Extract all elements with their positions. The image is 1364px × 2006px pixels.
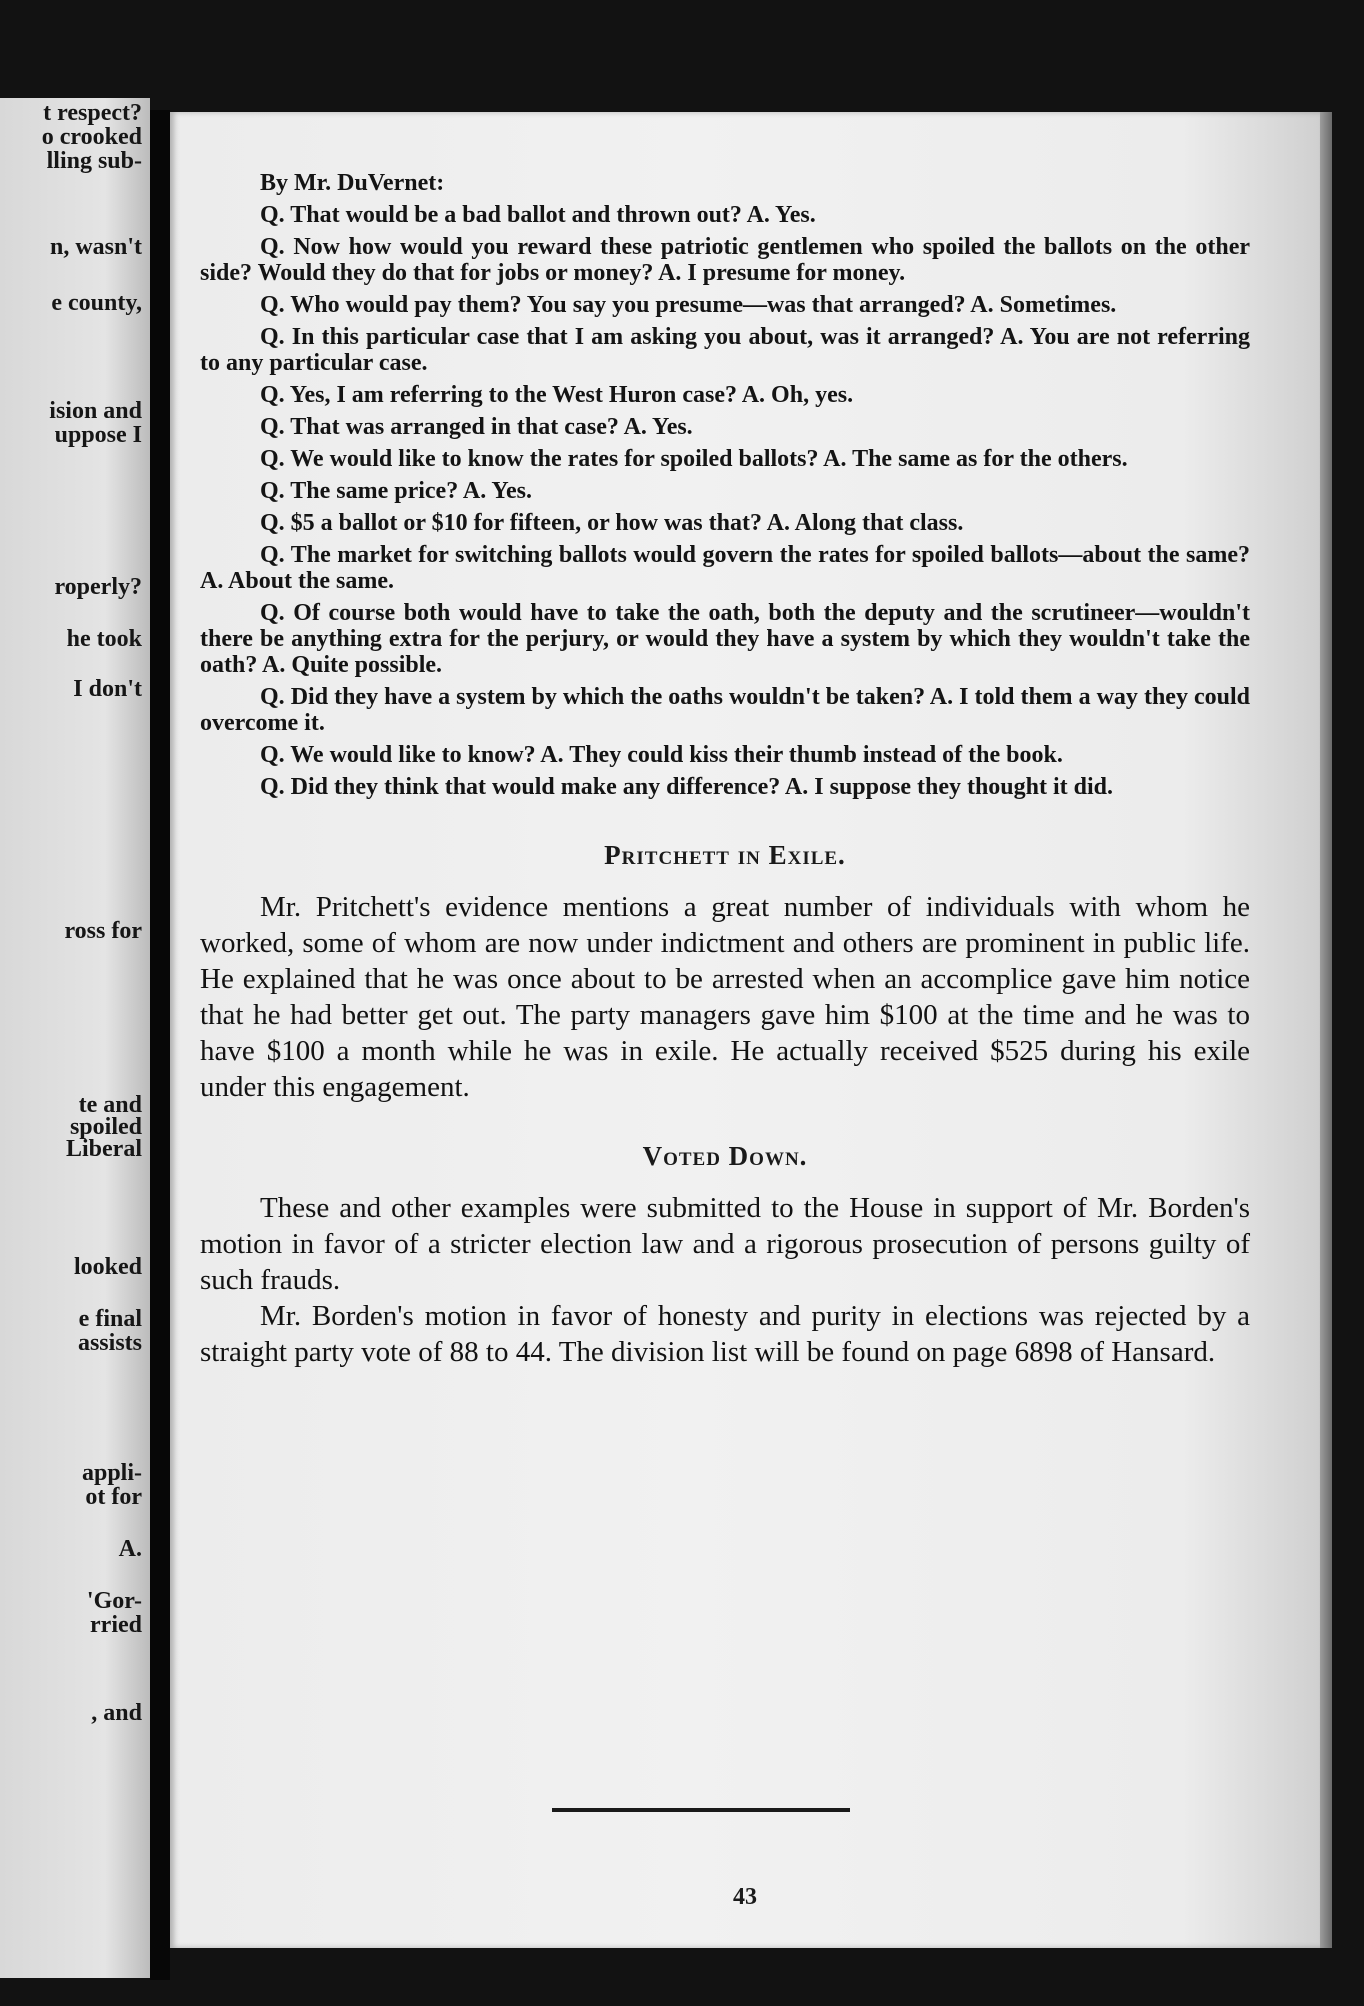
qa-entry: Q. Who would pay them? You say you presume—was that arranged? A. Sometimes. xyxy=(260,292,1117,318)
qa-entry: Q. Of course both would have to take the oath, both the deputy and the scrutineer—wouldn't there be anything extra for the perjury, or would they have a system by which they wouldn't take the oath? A. Quite possible. xyxy=(200,600,1250,678)
adjacent-page-line: I don't xyxy=(73,676,142,702)
adjacent-page-line: assists xyxy=(77,1330,142,1356)
adjacent-page-line: spoiled xyxy=(69,1114,142,1140)
adjacent-page-fragment xyxy=(0,98,150,1978)
adjacent-page-line: 'Gor- xyxy=(86,1588,142,1614)
book-page xyxy=(170,112,1320,1948)
qa-entry: Q. Did they have a system by which the oaths wouldn't be taken? A. I told them a way they could overcome it. xyxy=(200,684,1250,736)
adjacent-page-line: n, wasn't xyxy=(49,234,142,260)
speaker-line: By Mr. DuVernet: xyxy=(260,170,445,196)
section-heading-pritchett: Pritchett in Exile. xyxy=(604,840,846,870)
adjacent-page-line: looked xyxy=(73,1254,142,1280)
page-content xyxy=(200,170,1250,1370)
adjacent-page-line: lling sub- xyxy=(46,148,142,174)
qa-entry: Q. In this particular case that I am asking you about, was it arranged? A. You are not referring to any particular case. xyxy=(200,324,1250,376)
adjacent-page-line: Liberal xyxy=(66,1136,142,1162)
adjacent-page-line: ross for xyxy=(64,918,142,944)
qa-transcript xyxy=(200,202,1250,800)
qa-entry: Q. That would be a bad ballot and thrown out? A. Yes. xyxy=(260,202,816,228)
qa-entry: Q. The same price? A. Yes. xyxy=(260,478,532,504)
page-number: 43 xyxy=(733,1884,757,1910)
adjacent-page-line: te and xyxy=(78,1092,142,1118)
qa-entry: Q. We would like to know the rates for spoiled ballots? A. The same as for the others. xyxy=(260,446,1128,472)
section-body-pritchett xyxy=(200,889,1250,1105)
adjacent-page-line: t respect? xyxy=(43,100,142,126)
section-body-voted-down xyxy=(200,1190,1250,1370)
page-edge xyxy=(1320,112,1332,1948)
closing-rule xyxy=(552,1808,850,1812)
adjacent-page-line: o crooked xyxy=(41,124,142,150)
qa-entry: Q. $5 a ballot or $10 for fifteen, or how was that? A. Along that class. xyxy=(260,510,964,536)
adjacent-page-line: he took xyxy=(66,626,142,652)
qa-entry: Q. Now how would you reward these patriotic gentlemen who spoiled the ballots on the other side? Would they do that for jobs or money? A. I presume for money. xyxy=(200,234,1250,286)
adjacent-page-line: appli- xyxy=(81,1460,142,1486)
qa-entry: Q. That was arranged in that case? A. Yes. xyxy=(260,414,693,440)
adjacent-page-line: A. xyxy=(118,1536,142,1562)
qa-entry: Q. We would like to know? A. They could kiss their thumb instead of the book. xyxy=(260,742,1063,768)
qa-entry: Q. The market for switching ballots would govern the rates for spoiled ballots—about the same? A. About the same. xyxy=(200,542,1250,594)
book-spine xyxy=(150,110,170,1980)
section-heading-voted-down: Voted Down. xyxy=(642,1141,808,1171)
adjacent-page-line: e final xyxy=(78,1306,142,1332)
adjacent-page-line: ot for xyxy=(85,1484,142,1510)
qa-entry: Q. Did they think that would make any difference? A. I suppose they thought it did. xyxy=(260,774,1114,800)
adjacent-page-line: ision and xyxy=(49,398,142,424)
adjacent-page-line: e county, xyxy=(51,290,142,316)
adjacent-page-line: , and xyxy=(91,1700,142,1726)
body-paragraph: Mr. Pritchett's evidence mentions a great number of individuals with whom he worked, some of whom are now under indictment and others are prominent in public life. He explained that he was once about to be arrested when an accomplice gave him notice that he had better get out. The party managers gave him $100 at the time and he was to have $100 a month while he was in exile. He actually received $525 during his exile under this engagement. xyxy=(200,891,1250,1103)
adjacent-page-line: rried xyxy=(90,1612,142,1638)
body-paragraph: These and other examples were submitted to the House in support of Mr. Borden's motion in favor of a stricter election law and a rigorous prosecution of persons guilty of such frauds. xyxy=(200,1192,1250,1296)
adjacent-page-line: uppose I xyxy=(54,422,142,448)
body-paragraph: Mr. Borden's motion in favor of honesty and purity in elections was rejected by a straight party vote of 88 to 44. The division list will be found on page 6898 of Hansard. xyxy=(200,1300,1250,1368)
adjacent-page-line: roperly? xyxy=(54,574,142,600)
qa-entry: Q. Yes, I am referring to the West Huron case? A. Oh, yes. xyxy=(260,382,854,408)
